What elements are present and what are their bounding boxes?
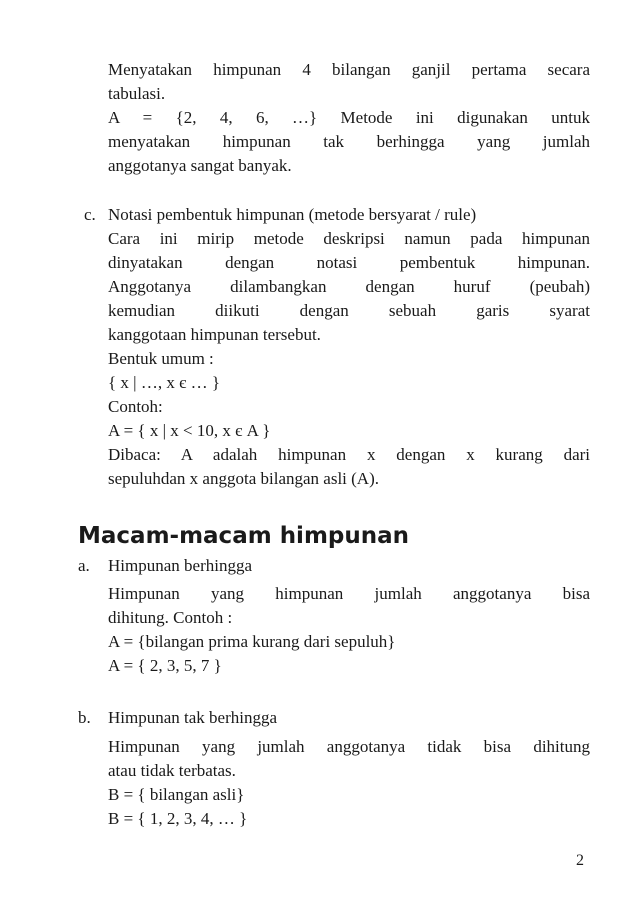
paragraph-line: kemudian diikuti dengan sebuah garis syarat xyxy=(108,301,590,320)
formula-line: A = {bilangan prima kurang dari sepuluh} xyxy=(108,632,396,651)
paragraph-line: tabulasi. xyxy=(108,84,166,103)
paragraph-line: atau tidak terbatas. xyxy=(108,761,236,780)
list-marker-b: b. xyxy=(78,708,91,727)
list-marker-a: a. xyxy=(78,556,90,575)
formula-line: A = { x | x < 10, x є A } xyxy=(108,421,271,440)
page-number: 2 xyxy=(576,852,584,869)
paragraph-line: kanggotaan himpunan tersebut. xyxy=(108,325,321,344)
paragraph-line: menyatakan himpunan tak berhingga yang jumlah xyxy=(108,132,590,151)
paragraph-line: anggotanya sangat banyak. xyxy=(108,156,292,175)
paragraph-line: Menyatakan himpunan 4 bilangan ganjil pertama secara xyxy=(108,60,590,79)
paragraph-line: Bentuk umum : xyxy=(108,349,214,368)
section-heading: Macam-macam himpunan xyxy=(78,523,410,549)
paragraph-line: Anggotanya dilambangkan dengan huruf (peubah) xyxy=(108,277,590,296)
paragraph-line: A = {2, 4, 6, …} Metode ini digunakan untuk xyxy=(108,108,590,127)
paragraph-line: Himpunan yang himpunan jumlah anggotanya bisa xyxy=(108,584,590,603)
paragraph-line: dihitung. Contoh : xyxy=(108,608,233,627)
paragraph-line: Dibaca: A adalah himpunan x dengan x kurang dari xyxy=(108,445,590,464)
paragraph-line: dinyatakan dengan notasi pembentuk himpunan. xyxy=(108,253,590,272)
item-a-title: Himpunan berhingga xyxy=(108,556,252,575)
item-b-title: Himpunan tak berhingga xyxy=(108,708,278,727)
formula-line: { x | …, x є … } xyxy=(108,373,221,392)
formula-line: A = { 2, 3, 5, 7 } xyxy=(108,656,222,675)
section-c-title: Notasi pembentuk himpunan (metode bersyarat / rule) xyxy=(108,205,477,224)
list-marker-c: c. xyxy=(84,205,96,224)
paragraph-line: Himpunan yang jumlah anggotanya tidak bisa dihitung xyxy=(108,737,590,756)
paragraph-line: Cara ini mirip metode deskripsi namun pada himpunan xyxy=(108,229,590,248)
formula-line: B = { 1, 2, 3, 4, … } xyxy=(108,809,248,828)
paragraph-line: Contoh: xyxy=(108,397,163,416)
paragraph-line: sepuluhdan x anggota bilangan asli (A). xyxy=(108,469,379,488)
formula-line: B = { bilangan asli} xyxy=(108,785,245,804)
